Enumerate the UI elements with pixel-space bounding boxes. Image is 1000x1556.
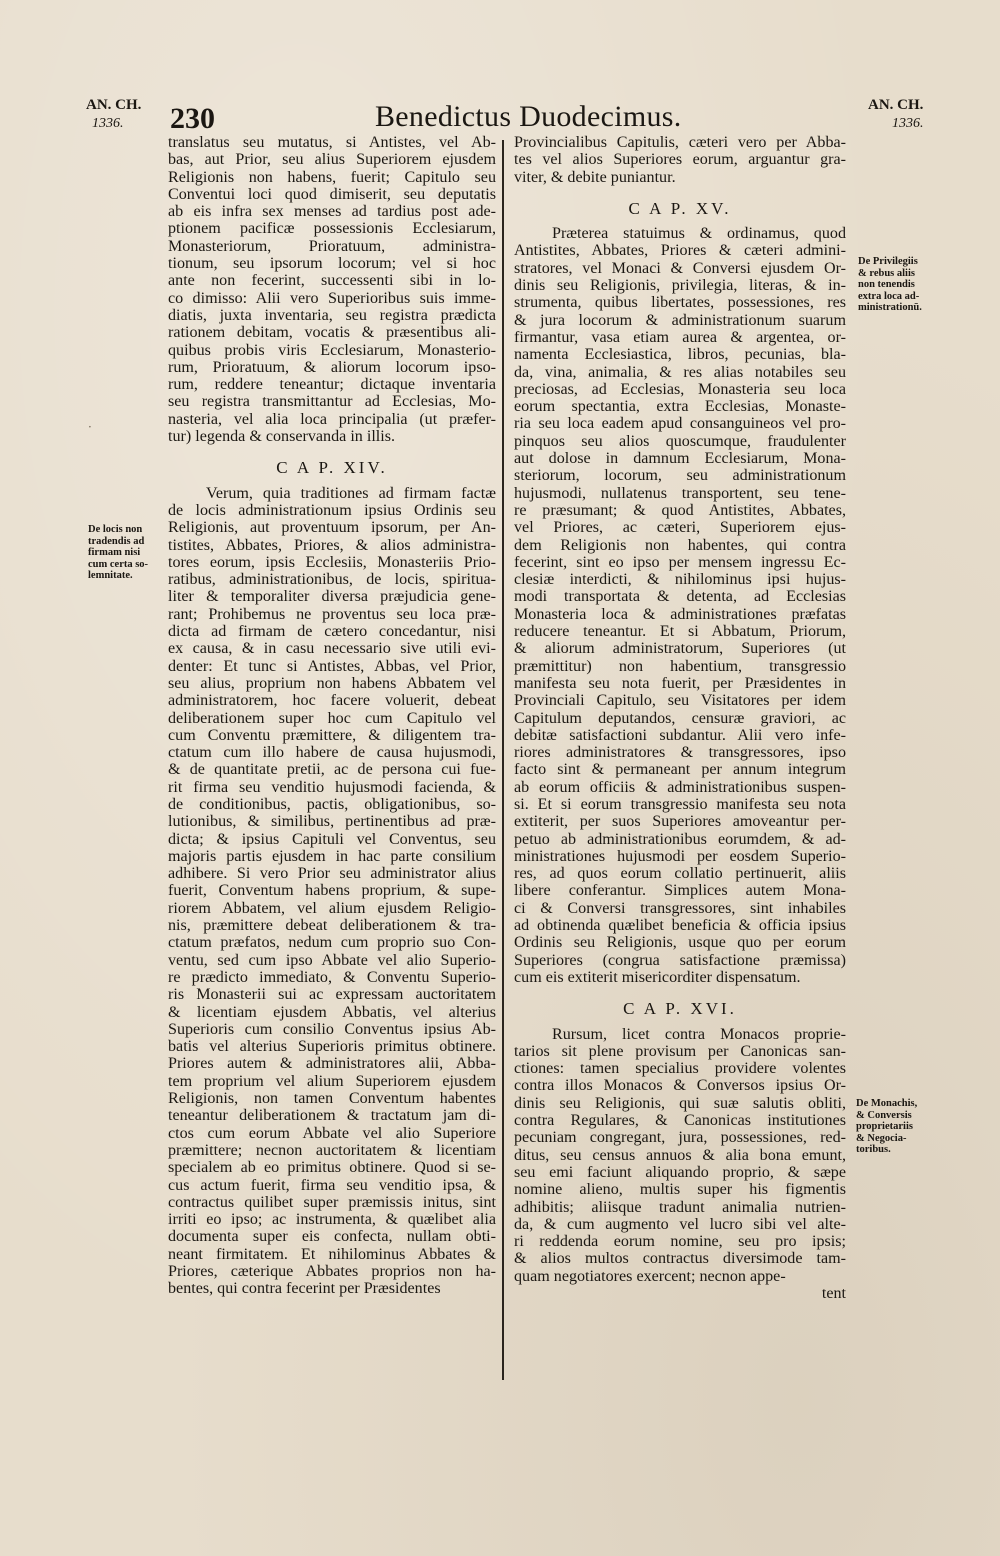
catchword: tent: [821, 1285, 846, 1302]
text-line: ctatum cum illo habere de causa hujusmodi,: [168, 744, 496, 762]
text-line: hujusmodi, nullatenus transportent, seu tene-: [514, 484, 846, 502]
text-line: quibus probis viris Ecclesiarum, Monasterio-: [168, 341, 496, 359]
text-line: extiterit, per suos Superiores amoveantur per-: [514, 813, 846, 831]
text-line: rant; Prohibemus ne proventus seu loca præ-: [168, 605, 496, 623]
text-line: si. Et si eorum transgressio manifesta seu nota: [514, 795, 846, 813]
text-line: Rursum, licet contra Monacos proprie-: [552, 1025, 846, 1043]
text-line: tarios sit plene provisum per Canonicas san-: [514, 1042, 846, 1060]
text-line: res, ad quos eorum collatio pertinuerit, aliis: [514, 865, 846, 883]
text-line: libere conferantur. Simplices autem Mona-: [514, 882, 846, 900]
text-line: bentes, qui contra fecerint per Præsidentes: [168, 1280, 441, 1298]
marginal-note-left: [88, 524, 148, 582]
running-head: Benedictus Duodecimus.: [375, 100, 682, 133]
text-line: rationem debitam, vocatis & præsentibus ali-: [168, 324, 496, 342]
text-line: tionum, seu ipsorum locorum; vel si hoc: [168, 255, 496, 273]
text-line: riores administratores & transgressores, ipso: [514, 744, 846, 762]
year-left: 1336.: [92, 116, 124, 131]
note-line: & Negocia-: [856, 1132, 907, 1144]
text-line: contra illos Monacos & Conversos ipsius Or-: [514, 1077, 846, 1095]
text-line: petuo ab administrationibus eorumdem, & ad-: [514, 830, 846, 848]
year-right: 1336.: [892, 116, 924, 131]
note-line: extra loca ad-: [858, 290, 920, 302]
note-line: tradendis ad: [88, 535, 145, 547]
text-line: fuerit, Conventum habens proprium, & supe-: [168, 882, 496, 900]
text-line: rum, Prioratuum, & aliorum locorum ipso-: [168, 358, 496, 376]
text-line: liter & temporaliter diversa præjudicia gene-: [168, 588, 496, 606]
text-line: viter, & debite puniantur.: [514, 168, 676, 186]
anno-label-right: AN. CH.: [868, 97, 924, 113]
text-line: re prædicto immediato, & Conventu Superio-: [168, 968, 496, 986]
text-line: diatis, juxta inventaria, seu registra prædicta: [168, 306, 496, 324]
note-line: lemnitate.: [88, 570, 133, 581]
text-line: clesiæ interdicti, & nihilominus ipsi hujus-: [514, 571, 846, 589]
text-line: documenta super eis confecta, nullam obti-: [168, 1228, 496, 1246]
text-line: Verum, quia traditiones ad firmam factæ: [206, 484, 496, 502]
text-line: dicta ad firmam de cætero concedantur, nisi: [168, 623, 496, 641]
text-line: co dimisso: Alii vero Superioribus suis imme-: [168, 289, 496, 307]
marginal-note-right-bottom: [856, 1098, 917, 1156]
margin-speck: ·: [88, 420, 92, 434]
text-line: & de quantitate pretii, ac de persona cui fue-: [168, 761, 496, 779]
marginal-note-right-top: [858, 256, 922, 314]
note-line: proprietariis: [856, 1121, 913, 1132]
text-line: administratorem, hoc facere voluerit, debeat: [168, 692, 496, 710]
note-line: & Conversis: [856, 1109, 912, 1121]
text-line: adhibere. Si vero Prior seu administrator alius: [168, 865, 496, 883]
text-line: seu emi faciunt aliquando proprio, & sæpe: [514, 1163, 846, 1181]
note-line: toribus.: [856, 1144, 891, 1155]
text-line: Religionis, aut proventuum ipsorum, per An-: [168, 519, 496, 537]
note-line: ministrationū.: [858, 302, 922, 313]
text-line: ria seu loca eadem apud consanguineos vel pro-: [514, 415, 846, 433]
text-line: vel Priores, ac cæteri, Superiorem ejus-: [514, 519, 846, 537]
text-line: majoris partis ejusdem in hac parte consilium: [168, 847, 496, 865]
text-line: bas, aut Prior, seu alius Superiorem ejusdem: [168, 151, 496, 169]
right-column: [514, 134, 846, 1302]
text-line: denter: Et tunc si Antistes, Abbas, vel Prior,: [168, 657, 496, 675]
text-line: pinquos seu alios quoscumque, fraudulenter: [514, 432, 846, 450]
text-line: translatus seu mutatus, si Antistes, vel Ab-: [168, 134, 496, 151]
text-line: nomine alieno, multis super his figmentis: [514, 1181, 846, 1199]
text-line: cum Conventu præmittere, & diligentem tra-: [168, 726, 496, 744]
anno-label-left: AN. CH.: [86, 97, 142, 113]
text-line: lutionibus, & similibus, pertinentibus ad præ-: [168, 813, 496, 831]
text-line: ctatum præfatos, nedum cum proprio suo Con-: [168, 934, 496, 952]
note-line: cum certa so-: [88, 558, 149, 570]
text-line: irriti eo ipso; ac instrumenta, & quælibet alia: [168, 1211, 496, 1229]
text-line: de locis administrationum ipsius Ordinis seu: [168, 501, 496, 519]
text-line: cum eis extiterit misericorditer dispensatum.: [514, 968, 801, 986]
text-line: seu alius, proprium non habens Abbatem vel: [168, 674, 496, 692]
text-line: tem proprium vel alium Superiorem ejusdem: [168, 1072, 496, 1090]
text-line: ditus, seu census annuos & alia bona emunt,: [514, 1146, 846, 1164]
text-line: pecuniam congregant, jura, possessiones, red-: [514, 1129, 846, 1147]
text-line: strumenta, quibus libertates, possessiones, res: [514, 294, 846, 312]
text-line: da, & cum augmento vel lucro sibi vel alte-: [514, 1215, 846, 1233]
note-line: & rebus aliis: [858, 267, 915, 279]
text-line: dem Religionis non habentes, qui contra: [514, 536, 846, 554]
text-line: Monasteria loca & administrationes præfatas: [514, 605, 846, 623]
text-line: ab eorum officiis & administrationibus suspen-: [514, 778, 846, 796]
text-line: preciosas, ad Ecclesias, Monasteria seu loca: [514, 380, 846, 398]
text-line: Superioris cum consilio Conventus ipsius Ab-: [168, 1020, 496, 1038]
page-number: 230: [170, 102, 215, 135]
text-line: ris Monasterii sui ac expressam auctoritatem: [168, 986, 496, 1004]
text-line: da, vina, animalia, & res alias notabiles seu: [514, 363, 846, 381]
text-line: eorum spectantia, extra Ecclesias, Monaste-: [514, 398, 846, 416]
text-line: debitæ satisfactioni subdantur. Alii vero infe-: [514, 726, 846, 744]
text-line: præmittere; necnon auctoritatem & licentiam: [168, 1141, 496, 1159]
text-line: & licentiam ejusdem Abbatis, vel alterius: [168, 1003, 496, 1021]
text-line: rit firma seu venditio hujusmodi facienda, &: [168, 778, 496, 796]
text-line: ratibus, administrationibus, de locis, spiritua-: [168, 571, 496, 589]
text-line: Priores autem & administratores alii, Abba-: [168, 1055, 496, 1073]
chapter-heading-xv: C A P. XV.: [628, 198, 732, 218]
text-line: adhibitis; aliisque tradunt animalia nutrien-: [514, 1198, 846, 1216]
text-line: quam negotiatores exercent; necnon appe-: [514, 1267, 786, 1285]
text-line: & aliorum administratorum, Superiores (ut: [514, 640, 846, 658]
text-line: ab eis infra sex menses ad tardius post ade-: [168, 203, 496, 221]
text-line: & alios multos contractus diversimode tam-: [514, 1250, 846, 1268]
text-line: firmantur, vasa etiam aurea & argentea, or-: [514, 328, 846, 346]
text-line: ctiones: tamen specialius providere volentes: [514, 1060, 846, 1078]
left-column: [168, 134, 496, 1298]
text-line: aut dolose in damnum Ecclesiarum, Mona-: [514, 450, 846, 468]
anno-christi-right: [868, 98, 924, 131]
text-line: fecerint, sint eo ipso per mensem ingressu Ec-: [514, 553, 846, 571]
text-line: contra Regulares, & Canonicas institutiones: [514, 1112, 846, 1130]
text-line: Provincialibus Capitulis, cæteri vero per Abba-: [514, 134, 846, 151]
text-line: tores eorum, ipsis Ecclesiis, Monasteriis Prio-: [168, 553, 496, 571]
text-line: Antistites, Abbates, Priores & cæteri admini-: [514, 242, 846, 260]
text-line: stratores, vel Monaci & Conversi ejusdem Or-: [514, 259, 846, 277]
text-line: manifesta seu nota fuerit, per Præsidentes in: [514, 674, 846, 692]
text-line: reducere teneantur. Et si Abbatum, Priorum,: [514, 623, 846, 641]
text-line: seu registra transmittantur ad Ecclesias, Mo-: [168, 393, 496, 411]
text-line: ante non fecerint, successenti sibi in lo-: [168, 272, 496, 290]
text-line: namenta Ecclesiastica, libros, pecunias, bla-: [514, 346, 846, 364]
right-text-part1: [514, 134, 846, 186]
text-line: tistites, Abbates, Priores, & alios administra-: [168, 536, 496, 554]
anno-christi-left: [86, 98, 141, 131]
text-line: ri reddenda eorum nomine, seu pro ipsis;: [514, 1233, 846, 1251]
text-line: steriorum, locorum, seu administrationum: [514, 467, 846, 485]
text-line: ventu, sed cum ipso Abbate vel alio Superio-: [168, 951, 496, 969]
chapter-heading-xvi: C A P. XVI.: [623, 999, 737, 1019]
text-line: dinis seu Religionis, privilegia, literas, & in-: [514, 277, 846, 295]
text-line: nis, præmittere debeat deliberationem & tra-: [168, 917, 496, 935]
text-line: rum, reddere teneantur; dictaque inventaria: [168, 376, 496, 394]
text-line: dicta; & ipsius Capituli vel Conventus, seu: [168, 830, 496, 848]
text-line: ci & Conversi transgressores, sint inhabiles: [514, 899, 846, 917]
text-line: contractus quilibet super præmissis initus, sint: [168, 1193, 496, 1211]
text-line: teneantur deliberationem & tractatum jam di-: [168, 1107, 496, 1125]
text-line: præmittitur) non habentium, transgressio: [514, 657, 846, 675]
text-line: Superiores (congrua satisfactione præmissa): [514, 951, 846, 969]
text-line: nasteria, vel alia loca principalia (ut præfer-: [168, 410, 496, 428]
text-line: Ordinis seu Religionis, usque quo per eorum: [514, 934, 846, 952]
text-line: tes vel alios Superiores eorum, arguantur gra-: [514, 151, 846, 169]
text-line: batis vel alterius Superioris primitus obtinere.: [168, 1038, 496, 1056]
chapter-heading-xiv: C A P. XIV.: [276, 458, 388, 478]
text-line: ptionem pacificæ possessionis Ecclesiarum,: [168, 220, 496, 238]
text-line: neant firmitatem. Et nihilominus Abbates &: [168, 1245, 496, 1263]
text-line: deliberationem super hoc cum Capitulo vel: [168, 709, 496, 727]
text-line: ctos cum eorum Abbate vel alio Superiore: [168, 1124, 496, 1142]
right-text-part3: [514, 1026, 846, 1285]
column-rule: [502, 140, 504, 1380]
right-text-part2: [514, 225, 846, 986]
text-line: facto sint & permaneant per annum integrum: [514, 761, 846, 779]
text-line: ex causa, & in casu necessario sive utili evi-: [168, 640, 496, 658]
text-line: Conventui loci quod dimiserit, seu deputatis: [168, 185, 496, 203]
text-line: Capitulum deputandos, censuræ graviori, ac: [514, 709, 846, 727]
left-text-part2: [168, 485, 496, 1298]
text-line: Priores, cæterique Abbates proprios non ha-: [168, 1263, 496, 1280]
note-line: non tenendis: [858, 279, 915, 290]
text-line: dinis seu Religionis, qui suæ salutis obliti,: [514, 1094, 846, 1112]
text-line: Religionis, non tamen Conventum habentes: [168, 1090, 496, 1108]
left-text-part1: [168, 134, 496, 445]
text-line: re præsumant; & quod Antistites, Abbates,: [514, 501, 846, 519]
text-line: riorem Abbatem, vel alium ejusdem Religio-: [168, 899, 496, 917]
text-line: Præterea statuimus & ordinamus, quod: [552, 225, 846, 243]
text-line: & jura locorum & administrationum suarum: [514, 311, 846, 329]
text-line: specialem ab eo primitus obtinere. Quod si se-: [168, 1159, 496, 1177]
text-line: Religionis non habens, fuerit; Capitulo seu: [168, 168, 496, 186]
text-line: ad obtinenda quælibet beneficia & officia ipsius: [514, 917, 846, 935]
note-line: De Privilegiis: [858, 256, 918, 267]
text-line: Monasteriorum, Prioratuum, administra-: [168, 237, 496, 255]
text-line: de conditionibus, pactis, obligationibus, so-: [168, 795, 496, 813]
note-line: firmam nisi: [88, 547, 141, 558]
text-line: modi transportata & detenta, ad Ecclesias: [514, 588, 846, 606]
note-line: De locis non: [88, 524, 143, 535]
note-line: De Monachis,: [856, 1098, 918, 1109]
text-line: tur) legenda & conservanda in illis.: [168, 428, 396, 446]
text-line: Provinciali Capitulo, seu Visitatores per idem: [514, 692, 846, 710]
text-line: ministrationes hujusmodi per eosdem Superio-: [514, 847, 846, 865]
text-line: cus actum fuerit, firma seu venditio ipsa, &: [168, 1176, 496, 1194]
